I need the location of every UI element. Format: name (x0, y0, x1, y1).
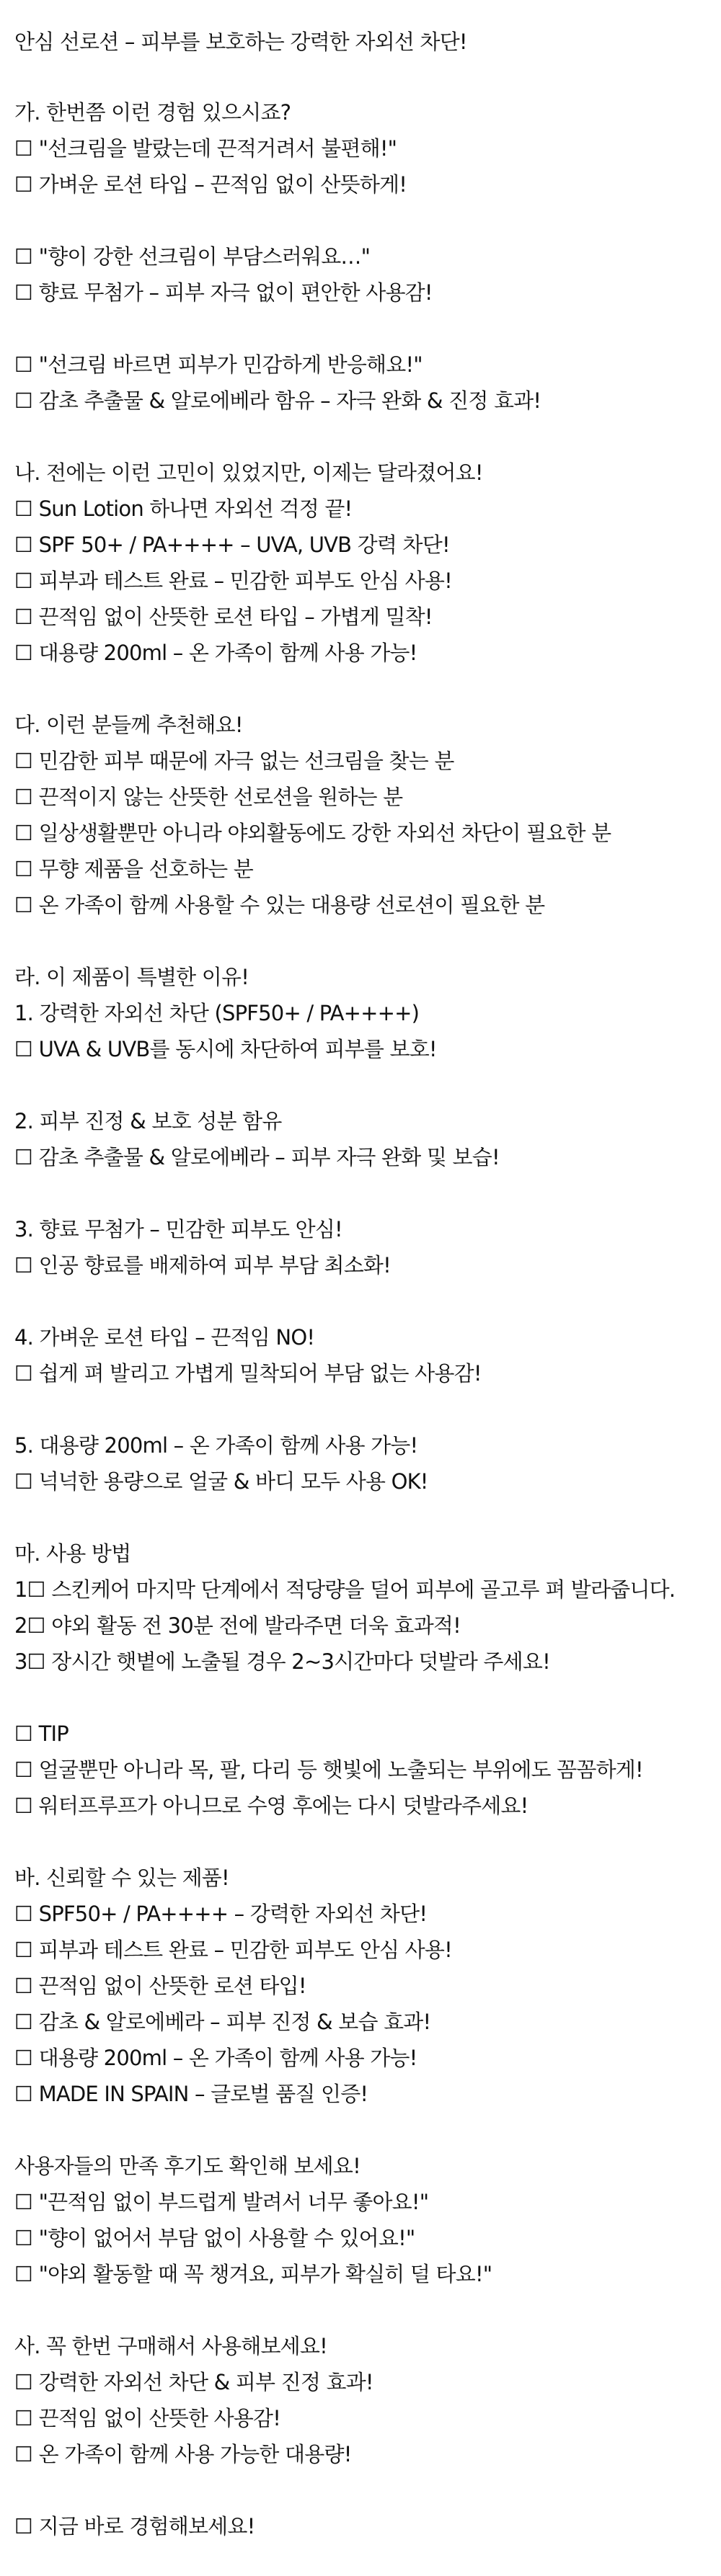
text-line: ☐ "향이 없어서 부담 없이 사용할 수 있어요!" (14, 2226, 415, 2250)
text-line: 1. 강력한 자외선 차단 (SPF50+ / PA++++) (14, 1001, 420, 1025)
closing-line: ☐ 지금 바로 경험해보세요! (14, 2514, 255, 2539)
text-line: ☐ 피부과 테스트 완료 – 민감한 피부도 안심 사용! (14, 569, 452, 593)
section-heading-ma: 마. 사용 방법 (14, 1541, 131, 1566)
text-line: ☐ 쉽게 펴 발리고 가볍게 밀착되어 부담 없는 사용감! (14, 1361, 482, 1386)
section-heading-sa: 사. 꼭 한번 구매해서 사용해보세요! (14, 2334, 327, 2358)
text-line: ☐ 얼굴뿐만 아니라 목, 팔, 다리 등 햇빛에 노출되는 부위에도 꼼꼼하게! (14, 1757, 643, 1782)
text-line: ☐ Sun Lotion 하나면 자외선 걱정 끝! (14, 496, 353, 521)
text-line: 1☐ 스킨케어 마지막 단계에서 적당량을 덜어 피부에 골고루 펴 발라줍니다. (14, 1577, 676, 1602)
section-heading-ra: 라. 이 제품이 특별한 이유! (14, 965, 249, 989)
text-line: ☐ 민감한 피부 때문에 자극 없는 선크림을 찾는 분 (14, 749, 454, 773)
text-line: ☐ 피부과 테스트 완료 – 민감한 피부도 안심 사용! (14, 1938, 452, 1962)
text-line: 2. 피부 진정 & 보호 성분 함유 (14, 1109, 282, 1133)
text-line: ☐ 일상생활뿐만 아니라 야외활동에도 강한 자외선 차단이 필요한 분 (14, 821, 611, 845)
section-heading-na: 나. 전에는 이런 고민이 있었지만, 이제는 달라졌어요! (14, 460, 483, 485)
text-line: ☐ 온 가족이 함께 사용할 수 있는 대용량 선로션이 필요한 분 (14, 893, 545, 917)
text-line: ☐ 대용량 200ml – 온 가족이 함께 사용 가능! (14, 2046, 417, 2070)
text-line: 3. 향료 무첨가 – 민감한 피부도 안심! (14, 1217, 342, 1242)
text-line: ☐ 넉넉한 용량으로 얼굴 & 바디 모두 사용 OK! (14, 1469, 428, 1494)
text-line: ☐ 감초 추출물 & 알로에베라 – 피부 자극 완화 및 보습! (14, 1145, 500, 1169)
text-line: ☐ 끈적임 없이 산뜻한 사용감! (14, 2406, 281, 2430)
text-line: ☐ 온 가족이 함께 사용 가능한 대용량! (14, 2442, 352, 2466)
text-line: ☐ UVA & UVB를 동시에 차단하여 피부를 보호! (14, 1037, 437, 1061)
text-line: ☐ 무향 제품을 선호하는 분 (14, 857, 254, 881)
text-line: 4. 가벼운 로션 타입 – 끈적임 NO! (14, 1325, 315, 1350)
text-line: 3☐ 장시간 햇볕에 노출될 경우 2~3시간마다 덧발라 주세요! (14, 1649, 550, 1674)
text-line: ☐ SPF 50+ / PA++++ – UVA, UVB 강력 차단! (14, 532, 450, 557)
text-line: 5. 대용량 200ml – 온 가족이 함께 사용 가능! (14, 1433, 418, 1458)
text-line: ☐ "야외 활동할 때 꼭 챙겨요, 피부가 확실히 덜 타요!" (14, 2262, 492, 2286)
text-line: ☐ MADE IN SPAIN – 글로벌 품질 인증! (14, 2082, 368, 2106)
reviews-heading: 사용자들의 만족 후기도 확인해 보세요! (14, 2154, 360, 2178)
text-line: ☐ 감초 추출물 & 알로에베라 함유 – 자극 완화 & 진정 효과! (14, 388, 541, 413)
text-line: ☐ 끈적임 없이 산뜻한 로션 타입! (14, 1974, 306, 1998)
text-line: ☐ SPF50+ / PA++++ – 강력한 자외선 차단! (14, 1902, 428, 1926)
text-line: ☐ 강력한 자외선 차단 & 피부 진정 효과! (14, 2370, 373, 2394)
text-line: ☐ "향이 강한 선크림이 부담스러워요…" (14, 244, 371, 269)
section-heading-da: 다. 이런 분들께 추천해요! (14, 713, 243, 737)
text-line: ☐ 끈적이지 않는 산뜻한 선로션을 원하는 분 (14, 785, 403, 809)
text-line: ☐ 끈적임 없이 산뜻한 로션 타입 – 가볍게 밀착! (14, 605, 433, 629)
text-line: ☐ TIP (14, 1721, 68, 1746)
section-heading-ba: 바. 신뢰할 수 있는 제품! (14, 1866, 229, 1890)
text-line: ☐ 감초 & 알로에베라 – 피부 진정 & 보습 효과! (14, 2010, 431, 2034)
text-line: ☐ 향료 무첨가 – 피부 자극 없이 편안한 사용감! (14, 280, 433, 305)
text-line: ☐ 워터프루프가 아니므로 수영 후에는 다시 덧발라주세요! (14, 1793, 528, 1818)
text-line: ☐ 대용량 200ml – 온 가족이 함께 사용 가능! (14, 641, 417, 665)
section-heading-ga: 가. 한번쯤 이런 경험 있으시죠? (14, 100, 291, 125)
text-line: 2☐ 야외 활동 전 30분 전에 발라주면 더욱 효과적! (14, 1613, 461, 1638)
text-line: ☐ "끈적임 없이 부드럽게 발려서 너무 좋아요!" (14, 2190, 429, 2214)
document-title: 안심 선로션 – 피부를 보호하는 강력한 자외선 차단! (14, 30, 467, 54)
text-line: ☐ "선크림 바르면 피부가 민감하게 반응해요!" (14, 352, 423, 377)
text-line: ☐ 인공 향료를 배제하여 피부 부담 최소화! (14, 1253, 391, 1278)
text-line: ☐ 가벼운 로션 타입 – 끈적임 없이 산뜻하게! (14, 172, 407, 197)
text-line: ☐ "선크림을 발랐는데 끈적거려서 불편해!" (14, 136, 397, 161)
